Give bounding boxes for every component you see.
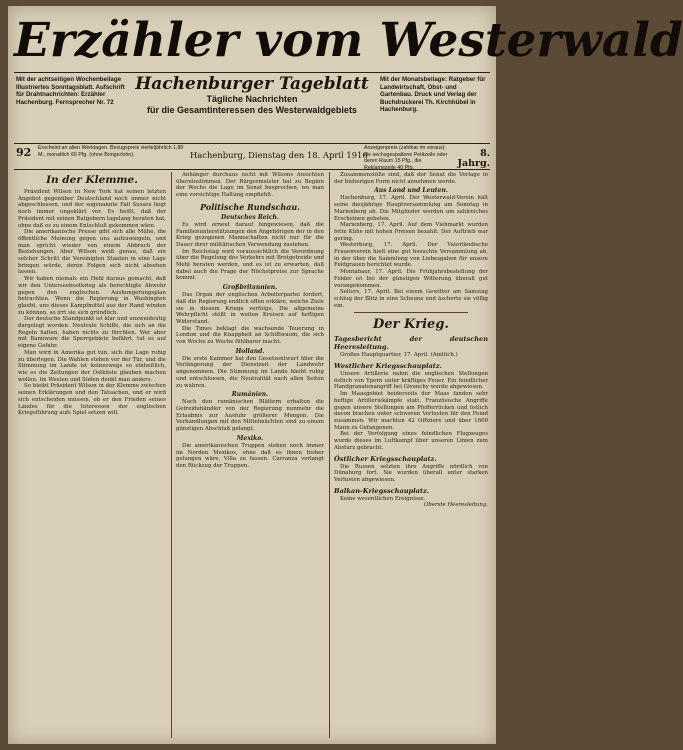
header-rule-bottom: [14, 169, 490, 170]
subsection-heading: Holland.: [235, 347, 265, 355]
report-signature: Oberste Heeresleitung.: [423, 502, 488, 509]
subsection-heading: Rumänien.: [231, 391, 269, 399]
header-left-note: Mit der achtseitigen Wochenbeilage Illustriertes Sonntagsblatt. Aufschrift für Drahtnachrichten: Erzähler Hachenburg. Fernsprecher Nr. 72: [16, 76, 125, 106]
report-dateline: Großes Hauptquartier, 17. April. (Amtlich.): [340, 352, 458, 359]
paragraph: Nach den rumänischen Blättern erhalten die Getreidehändler von der Regierung nunmehr die Erlaubnis zur Ausfuhr größerer Mengen. Die Verhandlungen mit den Mittelmächten sind zu einem günstigen Abschluß gelangt.: [176, 399, 324, 433]
paragraph: Es wird erneut darauf hingewiesen, daß die Familienunterstützungen den Angehörigen der in den Krieg gezogenen Mannschaften nicht nur für die Dauer ihrer militärischen Verwendung zustehen.: [176, 221, 324, 248]
subsection-heading: Mexiko.: [236, 434, 264, 442]
subscription-note: Erscheint an allen Werktagen. Bezugspreis vierteljährlich 1,80 M., monatlich 60 Pfg. (ohne Bringerlohn).: [38, 145, 184, 158]
news-item: Westerburg, 17. April. Der Vaterländische Frauenverein hielt eine gut besuchte Versammlung ab, in der über die Sammlung von Liebesgaben für unsere Feldgrauen berichtet wurde.: [334, 242, 488, 269]
news-item: Hachenburg, 17. April. Der Westerwald-Verein hält seine diesjährige Hauptversammlung am Sonntag in Marienberg ab. Die Mitglieder werden um zahlreiches Erscheinen gebeten.: [334, 195, 488, 222]
paragraph: Das Organ der englischen Arbeiterpartei fordert, daß die Regierung endlich offen erkläre, welche Ziele sie in diesem Kriege verfolge. Die allgemeine Wehrpflicht stößt in weiten Kreisen auf heftigen Widerstand.: [176, 292, 324, 325]
report-title: Tagesbericht der deutschen Heeresleitung.: [334, 335, 488, 352]
newspaper-page: [8, 6, 683, 744]
masthead-title: Erzähler vom Westerwald: [14, 13, 683, 68]
paragraph: Präsident Wilson in New York hat seinen letzten Angebot gegenüber Deutschland noch immer nicht abgeschlossen, und der sogenannte Fall Sussex liegt noch immer ungeklärt vor. Es heißt, daß der Präsident mit seinen Ratgebern tagelang beraten hat, ohne daß es zu einem Entschluß gekommen wäre.: [18, 189, 166, 229]
paragraph: Wir haben niemals ein Hehl daraus gemacht, daß wir den Unterseebootkrieg als berechtigte Abwehr gegen den englischen Aushungerungsplan betrachten. Wenn die Regierung in Washington glaubt, uns dieses Kampfmittel aus der Hand winden zu können, so irrt sie sich gründlich.: [18, 276, 166, 316]
dateline-bar: [14, 145, 490, 171]
dateline: Hachenburg, Dienstag den 18. April 1916: [190, 150, 368, 160]
paragraph: Anhänger durchaus nicht mit Wilsons Ansichten übereinstimmen. Der Bürgermeister hat zu Beginn der Woche die Lage im Senat besprochen, wo man eine vorsichtige Haltung empfiehlt.: [176, 172, 324, 199]
advert-price-note: Anzeigenpreis (zahlbar im voraus): die sechsgespaltene Petitzeile oder deren Raum 15 Pfg., die Reklamezeile 40 Pfg.: [364, 145, 448, 171]
masthead-rule: [14, 72, 490, 73]
article-heading: In der Klemme.: [46, 174, 138, 186]
column-2: [176, 172, 324, 738]
header-center: [126, 74, 378, 115]
front-heading-east: Östlicher Kriegsschauplatz.: [334, 454, 437, 463]
column-1: [18, 172, 166, 738]
paragraph: Die amerikanische Presse gibt sich alle Mühe, die öffentliche Meinung gegen uns aufzuwiegeln, und man spricht wieder von einem Abbruch der Beziehungen. Aber Wilson weiß genau, daß ein solcher Schritt die Vereinigten Staaten in eine Lage bringen würde, deren Folgen sich nicht absehen lassen.: [18, 229, 166, 276]
paragraph: So bleibt Präsident Wilson in der Klemme zwischen seinen Erklärungen und den Tatsachen, und er wird sich entscheiden müssen, ob er den Frieden seines Landes für die Interessen der englischen Kriegsführung aufs Spiel setzen will.: [18, 383, 166, 417]
front-heading-west: Westlicher Kriegsschauplatz.: [334, 362, 442, 371]
paragraph: Im Reichstag wird voraussichtlich die Verordnung über die Regelung des Verkehrs mit Brotgetreide und Mehl beraten werden, und es ist zu erwarten, daß dabei auch die Frage der Höchstpreise zur Sprache kommt.: [176, 248, 324, 282]
column-3: [334, 172, 488, 738]
paragraph: Die amerikanischen Truppen stehen noch immer im Norden Mexikos, ohne daß es ihnen bisher gelungen wäre, Villa zu fassen. Carranza verlangt den Rückzug der Truppen.: [176, 442, 324, 469]
war-heading: Der Krieg.: [373, 317, 449, 333]
paragraph: Die Russen setzten ihre Angriffe nördlich von Dünaburg fort. Sie wurden überall unter starken Verlusten abgewiesen.: [334, 463, 488, 483]
news-item: Montabaur, 17. April. Die Frühjahrsbestellung der Felder ist bei der günstigen Witterung überall gut vorangekommen.: [334, 269, 488, 289]
paragraph: Zusammenstöße sind, daß der Senat die Vorlage in der bisherigen Form nicht annehmen werde.: [334, 172, 488, 185]
paragraph: Keine wesentlichen Ereignisse.: [340, 495, 426, 502]
subsection-heading: Deutsches Reich.: [220, 213, 280, 221]
column-rule-1: [171, 172, 172, 738]
tagline-2: für die Gesamtinteressen des Westerwaldgebiets: [147, 104, 357, 115]
paragraph: Man wird in Amerika gut tun, sich die Lage ruhig zu überlegen. Die Wahlen stehen vor der Tür, und die Stimmung im Lande ist keineswegs so einheitlich, wie es die Zeitungen der Ostküste glauben machen wollen. Im Westen und Süden denkt man anders.: [18, 349, 166, 383]
tagline-1: Tägliche Nachrichten: [206, 94, 298, 104]
paragraph: Die Times beklagt die wachsende Teuerung in London und die Knappheit an Schiffsraum, die sich von Woche zu Woche fühlbarer macht.: [176, 325, 324, 346]
news-item: Marienberg, 17. April. Auf dem Viehmarkt wurden fette Kühe mit hohen Preisen bezahlt. Der Auftrieb war gering.: [334, 222, 488, 242]
paragraph: Die erste Kammer hat den Gesetzentwurf über die Verlängerung der Dienstzeit der Landwehr angenommen. Die Stimmung im Lande bleibt ruhig und entschlossen, die Neutralität nach allen Seiten zu wahren.: [176, 355, 324, 389]
section-separator: [354, 312, 468, 313]
section-heading: Politische Rundschau.: [200, 201, 300, 212]
header-rule-top: [14, 143, 490, 144]
issue-number: 92: [16, 146, 32, 159]
paragraph: Unsere Artillerie nahm die englischen Stellungen östlich von Ypern unter kräftiges Feuer. Ein feindlicher Handgranatenangriff bei Givenchy wurde abgewiesen.: [334, 371, 488, 391]
column-rule-2: [329, 172, 330, 738]
volume-year: 8. Jahrg.: [457, 148, 490, 169]
paragraph: Der deutsche Standpunkt ist klar und unzweideutig dargelegt worden. Neutrale Schiffe, die sich an die Regeln halten, haben nichts zu fürchten. Wer aber mit Bannware die Sperrgebiete befährt, tut es auf eigene Gefahr.: [18, 316, 166, 350]
subsection-heading: Großbritannien.: [222, 284, 278, 292]
subtitle: Hachenburger Tageblatt: [135, 74, 369, 94]
subsection-heading: Aus Land und Leuten.: [374, 187, 448, 195]
news-item: Selters, 17. April. Bei einem Gewitter am Samstag schlug der Blitz in eine Scheune und äscherte sie völlig ein.: [334, 289, 488, 309]
header-right-note: Mit der Monatsbeilage: Ratgeber für Landwirtschaft, Obst- und Gartenbau. Druck und Verlag der Buchdruckerei Th. Kirchhübel in Hachenburg.: [380, 76, 486, 114]
front-heading-balkan: Balkan-Kriegsschauplatz.: [334, 486, 430, 495]
paragraph: Bei der Verfolgung eines feindlichen Flugzeuges wurde dieses im Luftkampf über unseren Linien zum Absturz gebracht.: [334, 431, 488, 451]
paragraph: Im Maasgebiet beiderseits der Maas fanden sehr heftige Artilleriekämpfe statt. Französische Angriffe gegen unsere Stellungen am Pfefferrücken und östlich davon brachen unter schweren Verlusten für den Feind zusammen. Wir machten 42 Offiziere und über 1600 Mann zu Gefangenen.: [334, 391, 488, 431]
